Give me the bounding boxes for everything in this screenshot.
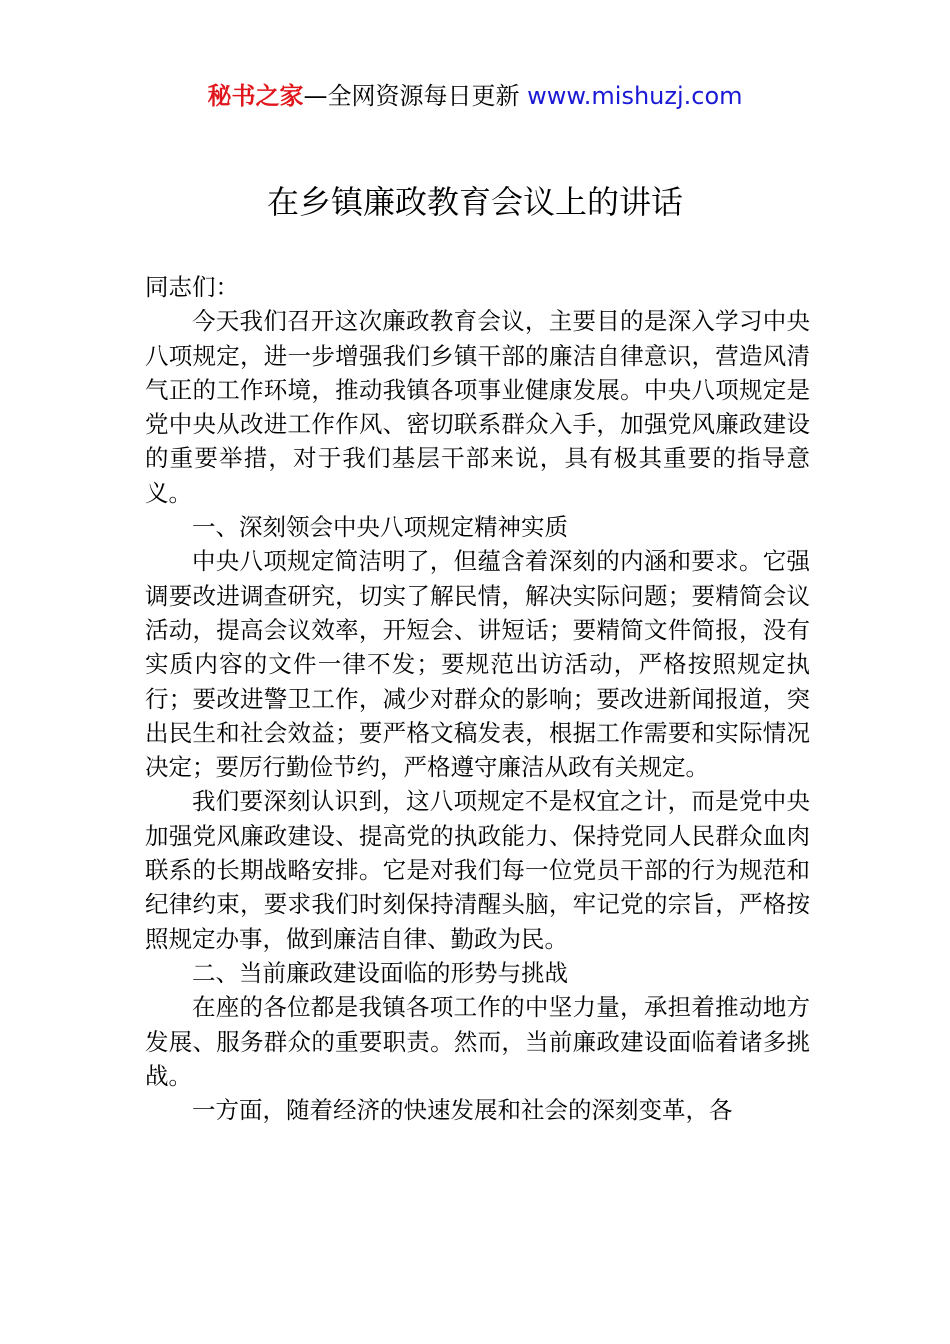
document-body [145,270,810,1127]
section-heading-2: 二、当前廉政建设面临的形势与挑战 [192,958,568,987]
paragraph-rules-significance: 我们要深刻认识到，这八项规定不是权宜之计，而是党中央加强党风廉政建设、提高党的执政能力、保持党同人民群众血肉联系的长期战略安排。它是对我们每一位党员干部的行为规范和纪律约束，要求我们时刻保持清醒头脑，牢记党的宗旨，严格按照规定办事，做到廉洁自律、勤政为民。 [145,787,810,953]
paragraph-intro: 今天我们召开这次廉政教育会议，主要目的是深入学习中央八项规定，进一步增强我们乡镇干部的廉洁自律意识，营造风清气正的工作环境，推动我镇各项事业健康发展。中央八项规定是党中央从改进工作作风、密切联系群众入手，加强党风廉政建设的重要举措，对于我们基层干部来说，具有极其重要的指导意义。 [145,307,810,507]
paragraph-challenges: 在座的各位都是我镇各项工作的中坚力量，承担着推动地方发展、服务群众的重要职责。然而，当前廉政建设面临着诸多挑战。 [145,993,810,1090]
paragraph-rules-content: 中央八项规定简洁明了，但蕴含着深刻的内涵和要求。它强调要改进调查研究，切实了解民情，解决实际问题；要精简会议活动，提高会议效率，开短会、讲短话；要精简文件简报，没有实质内容的文件一律不发；要规范出访活动，严格按照规定执行；要改进警卫工作，减少对群众的影响；要改进新闻报道，突出民生和社会效益；要严格文稿发表，根据工作需要和实际情况决定；要厉行勤俭节约，严格遵守廉洁从政有关规定。 [145,547,810,782]
section-heading-1: 一、深刻领会中央八项规定精神实质 [192,513,568,542]
paragraph-one-aspect: 一方面，随着经济的快速发展和社会的深刻变革，各 [192,1096,733,1125]
document-title: 在乡镇廉政教育会议上的讲话 [266,183,683,221]
greeting: 同志们： [145,273,239,301]
site-url-link[interactable]: www.mishuzj.com [527,82,743,110]
header-tagline: —全网资源每日更新 [303,82,528,110]
site-header [0,80,950,112]
brand-name: 秘书之家 [207,82,304,110]
